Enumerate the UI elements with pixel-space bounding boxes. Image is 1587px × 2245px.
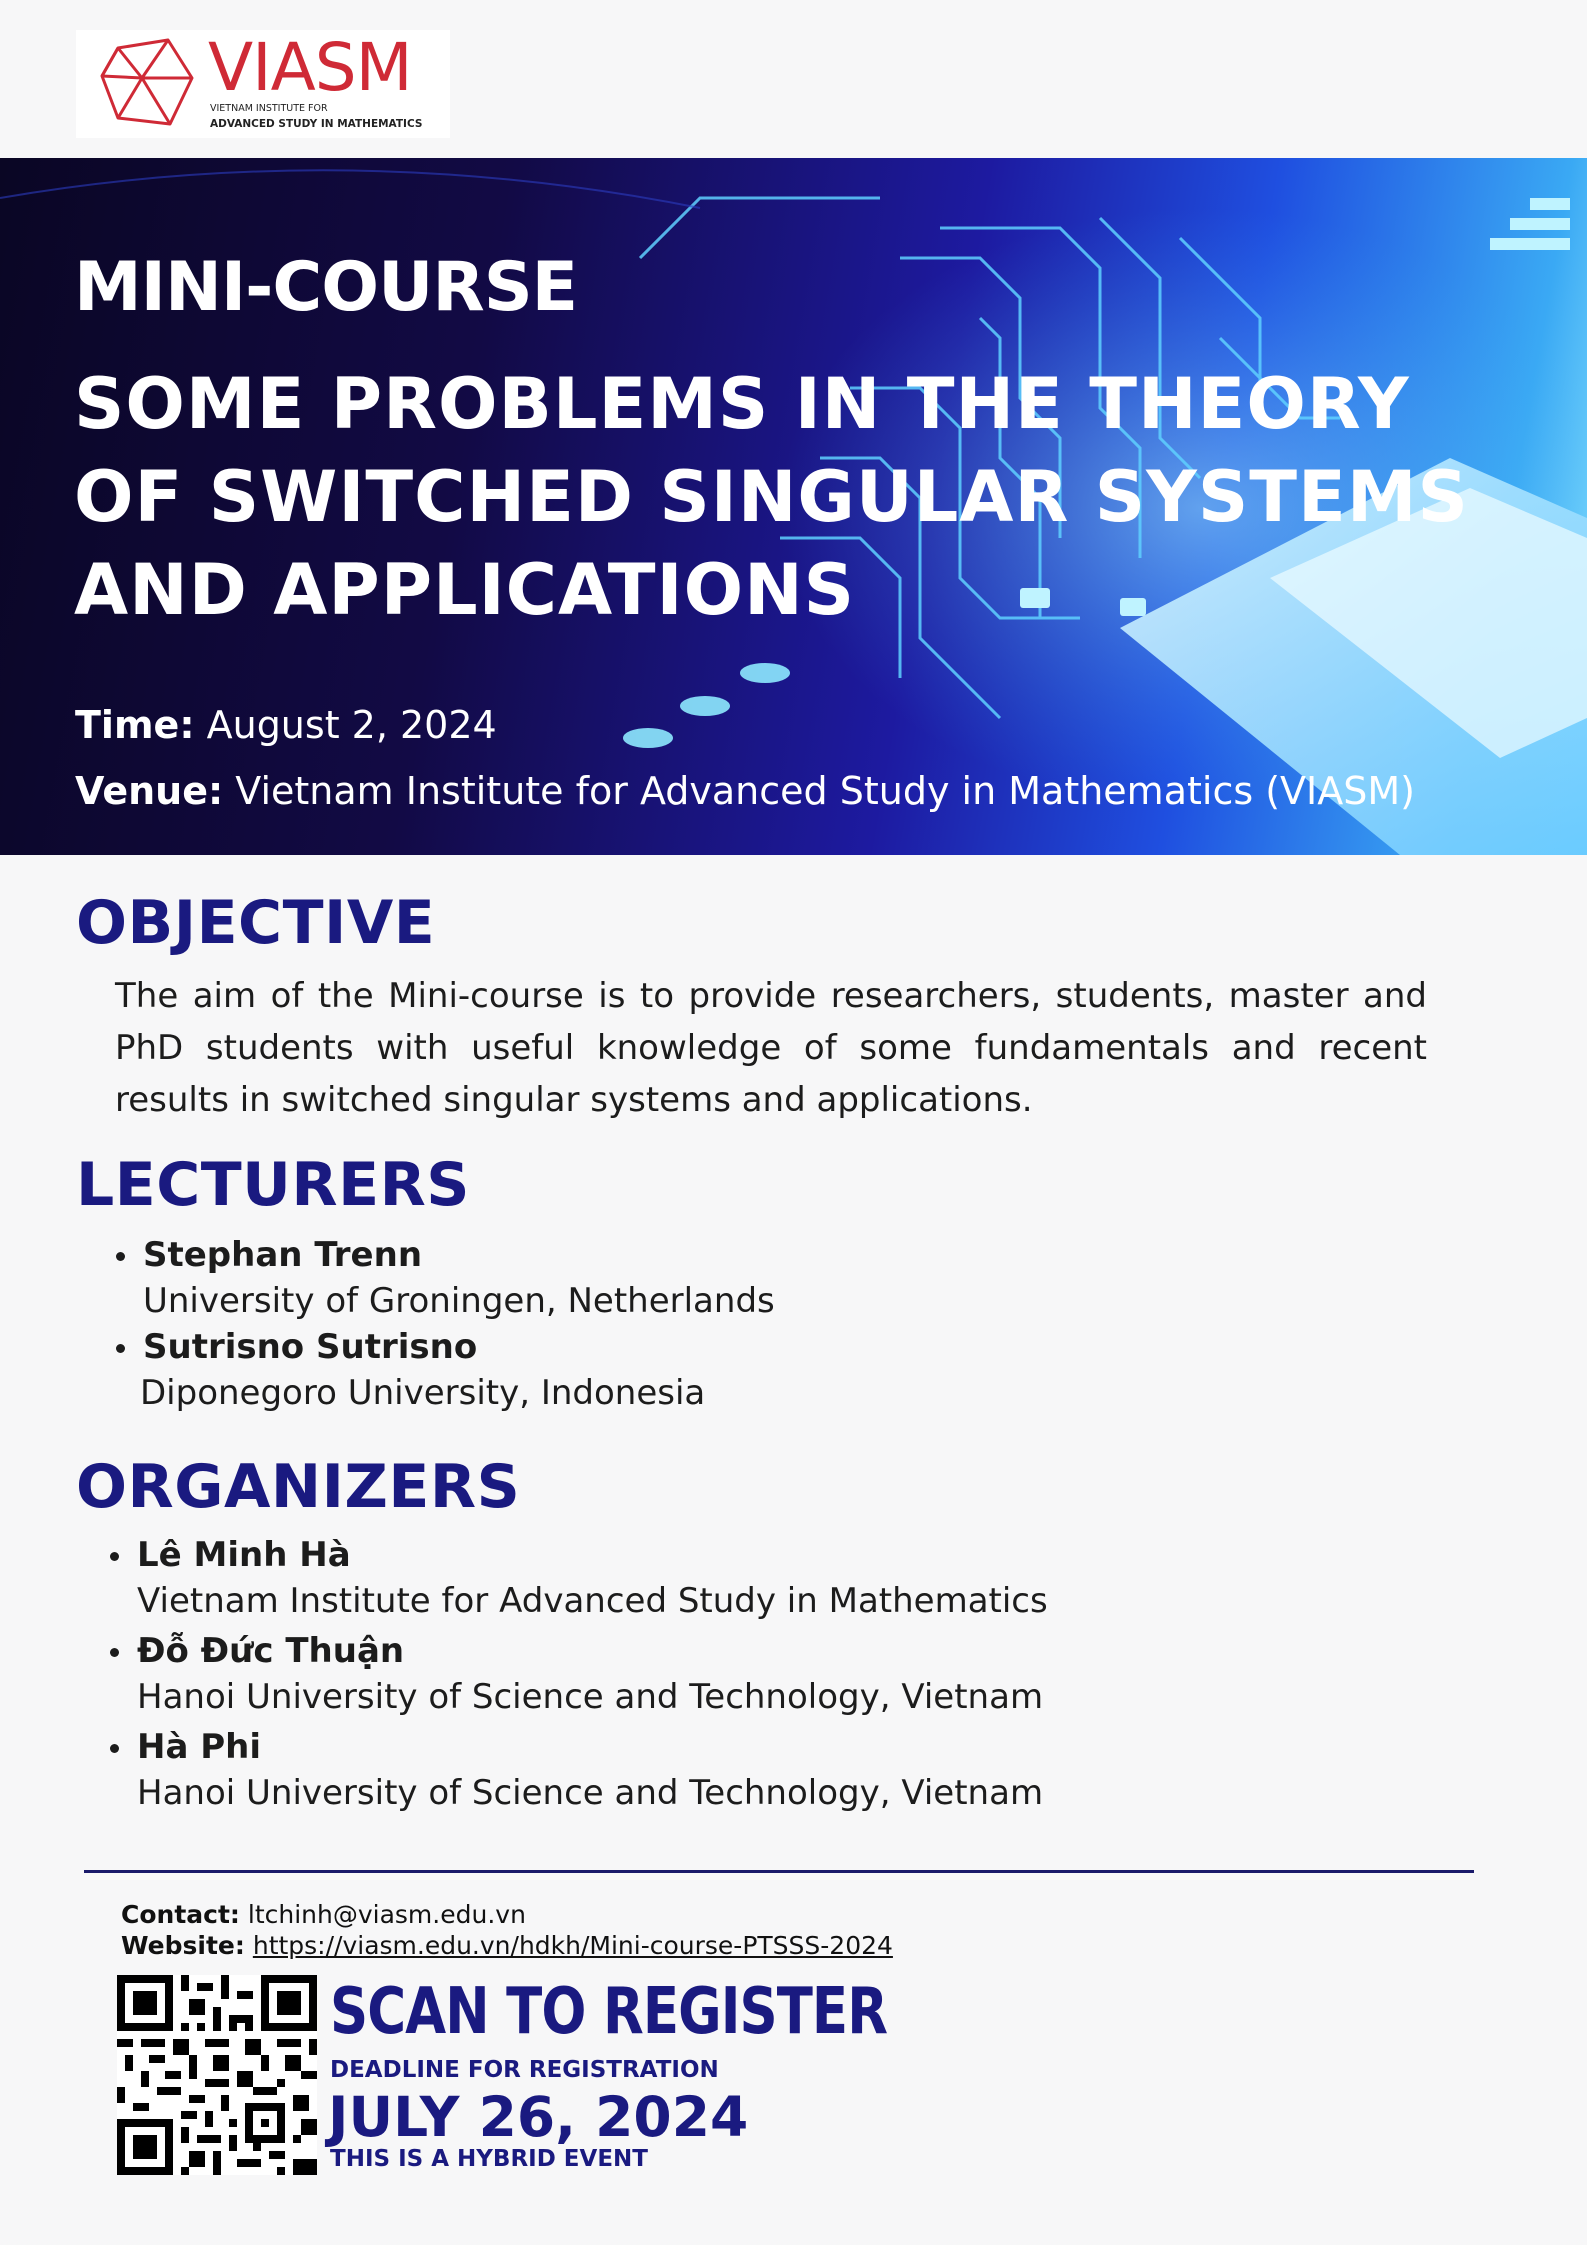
organizer-item	[137, 1724, 1043, 1816]
lecturer-affiliation: Diponegoro University, Indonesia	[140, 1373, 706, 1413]
title-line-3: AND APPLICATIONS	[74, 549, 856, 631]
title-line-2: OF SWITCHED SINGULAR SYSTEMS	[74, 456, 1469, 538]
objective-text: The aim of the Mini-course is to provide researchers, students, master and PhD students with useful knowledge of some fundamentals and recent results in switched singular systems and applications.	[115, 976, 1427, 1120]
time-value: August 2, 2024	[206, 703, 497, 747]
logo-subtitle-1: VIETNAM INSTITUTE FOR	[210, 103, 328, 114]
lecturer-name: Stephan Trenn	[143, 1232, 775, 1278]
title-line-1: SOME PROBLEMS IN THE THEORY	[74, 363, 1410, 445]
organizer-name: Đỗ Đức Thuận	[137, 1628, 1043, 1674]
contact-label: Contact:	[121, 1900, 240, 1929]
contact-line	[121, 1900, 526, 1929]
viasm-logo	[76, 30, 450, 138]
hero-banner	[0, 158, 1587, 855]
scan-to-register-heading: SCAN TO REGISTER	[330, 1975, 888, 2049]
organizers-heading: ORGANIZERS	[76, 1452, 521, 1522]
website-link[interactable]: https://viasm.edu.vn/hdkh/Mini-course-PTSSS-2024	[252, 1931, 893, 1960]
website-line	[121, 1931, 893, 1960]
hybrid-event-note: THIS IS A HYBRID EVENT	[330, 2146, 648, 2172]
time-info	[75, 703, 497, 747]
lecturer-item	[140, 1324, 706, 1416]
lecturer-item	[143, 1232, 775, 1324]
course-title	[74, 358, 1514, 637]
lecturer-name: Sutrisno Sutrisno	[143, 1324, 705, 1370]
deadline-date: JULY 26, 2024	[328, 2085, 749, 2149]
logo-subtitle-2: ADVANCED STUDY IN MATHEMATICS	[210, 118, 423, 130]
time-label: Time:	[75, 703, 195, 747]
organizer-affiliation: Vietnam Institute for Advanced Study in Mathematics	[137, 1581, 1048, 1621]
deadline-label: DEADLINE FOR REGISTRATION	[330, 2057, 719, 2083]
contact-email[interactable]: ltchinh@viasm.edu.vn	[247, 1900, 526, 1929]
registration-qr-code[interactable]	[117, 1975, 317, 2175]
footer-divider	[84, 1870, 1474, 1873]
objective-heading: OBJECTIVE	[76, 888, 436, 958]
venue-info	[75, 769, 1415, 813]
polyhedron-logo-icon	[98, 36, 198, 136]
course-type: MINI-COURSE	[74, 248, 578, 327]
organizer-item	[137, 1628, 1043, 1720]
organizer-name: Hà Phi	[137, 1724, 1043, 1770]
venue-value: Vietnam Institute for Advanced Study in Mathematics (VIASM)	[235, 769, 1415, 813]
venue-label: Venue:	[75, 769, 224, 813]
lecturers-heading: LECTURERS	[76, 1150, 471, 1220]
organizer-name: Lê Minh Hà	[137, 1532, 1048, 1578]
website-label: Website:	[121, 1931, 245, 1960]
organizer-affiliation: Hanoi University of Science and Technology, Vietnam	[137, 1773, 1044, 1813]
organizer-affiliation: Hanoi University of Science and Technology, Vietnam	[137, 1677, 1044, 1717]
logo-wordmark: VIASM	[208, 29, 412, 106]
lecturer-affiliation: University of Groningen, Netherlands	[143, 1281, 775, 1321]
organizer-item	[137, 1532, 1048, 1624]
